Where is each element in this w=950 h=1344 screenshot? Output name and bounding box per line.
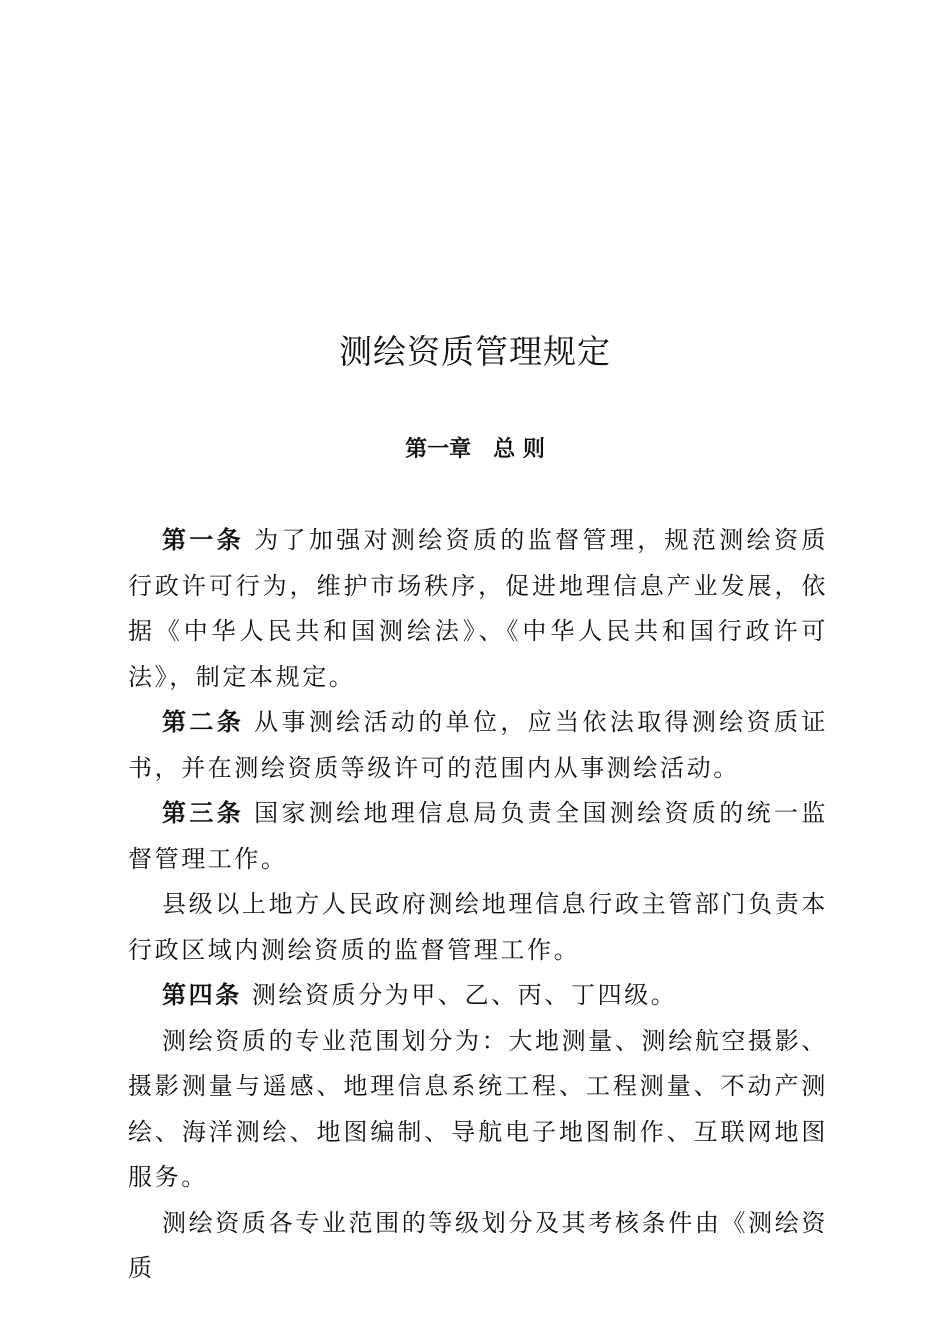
paragraph-text: 测绘资质的专业范围划分为：大地测量、测绘航空摄影、摄影测量与遥感、地理信息系统工程、工程测量、不动产测绘、海洋测绘、地图编制、导航电子地图制作、互联网地图服务。 — [128, 1026, 828, 1191]
paragraph-text: 县级以上地方人民政府测绘地理信息行政主管部门负责本行政区域内测绘资质的监督管理工作。 — [128, 890, 828, 964]
article-paragraph — [128, 700, 828, 791]
article-label: 第一条 — [162, 526, 245, 554]
body-paragraph — [128, 882, 828, 973]
paragraph-text: 测绘资质各专业范围的等级划分及其考核条件由《测绘资质 — [128, 1208, 828, 1282]
chapter-heading — [0, 432, 950, 463]
article-label: 第三条 — [162, 799, 245, 827]
article-label: 第二条 — [162, 708, 245, 736]
article-text: 为了加强对测绘资质的监督管理，规范测绘资质行政许可行为，维护市场秩序，促进地理信息产业发展，依据《中华人民共和国测绘法》、《中华人民共和国行政许可法》，制定本规定。 — [128, 526, 828, 691]
chapter-name: 总 则 — [493, 437, 545, 462]
chapter-number: 第一章 — [405, 437, 472, 462]
article-paragraph — [128, 791, 828, 882]
article-text: 测绘资质分为甲、乙、丙、丁四级。 — [251, 981, 678, 1009]
document-title: 测绘资质管理规定 — [339, 332, 611, 371]
document-body — [128, 518, 828, 1292]
body-paragraph — [128, 1201, 828, 1292]
body-paragraph — [128, 1019, 828, 1201]
article-text: 从事测绘活动的单位，应当依法取得测绘资质证书，并在测绘资质等级许可的范围内从事测绘活动。 — [128, 708, 828, 782]
article-paragraph — [128, 973, 828, 1019]
article-paragraph — [128, 518, 828, 700]
article-text: 国家测绘地理信息局负责全国测绘资质的统一监督管理工作。 — [128, 799, 828, 873]
article-label: 第四条 — [162, 981, 242, 1009]
